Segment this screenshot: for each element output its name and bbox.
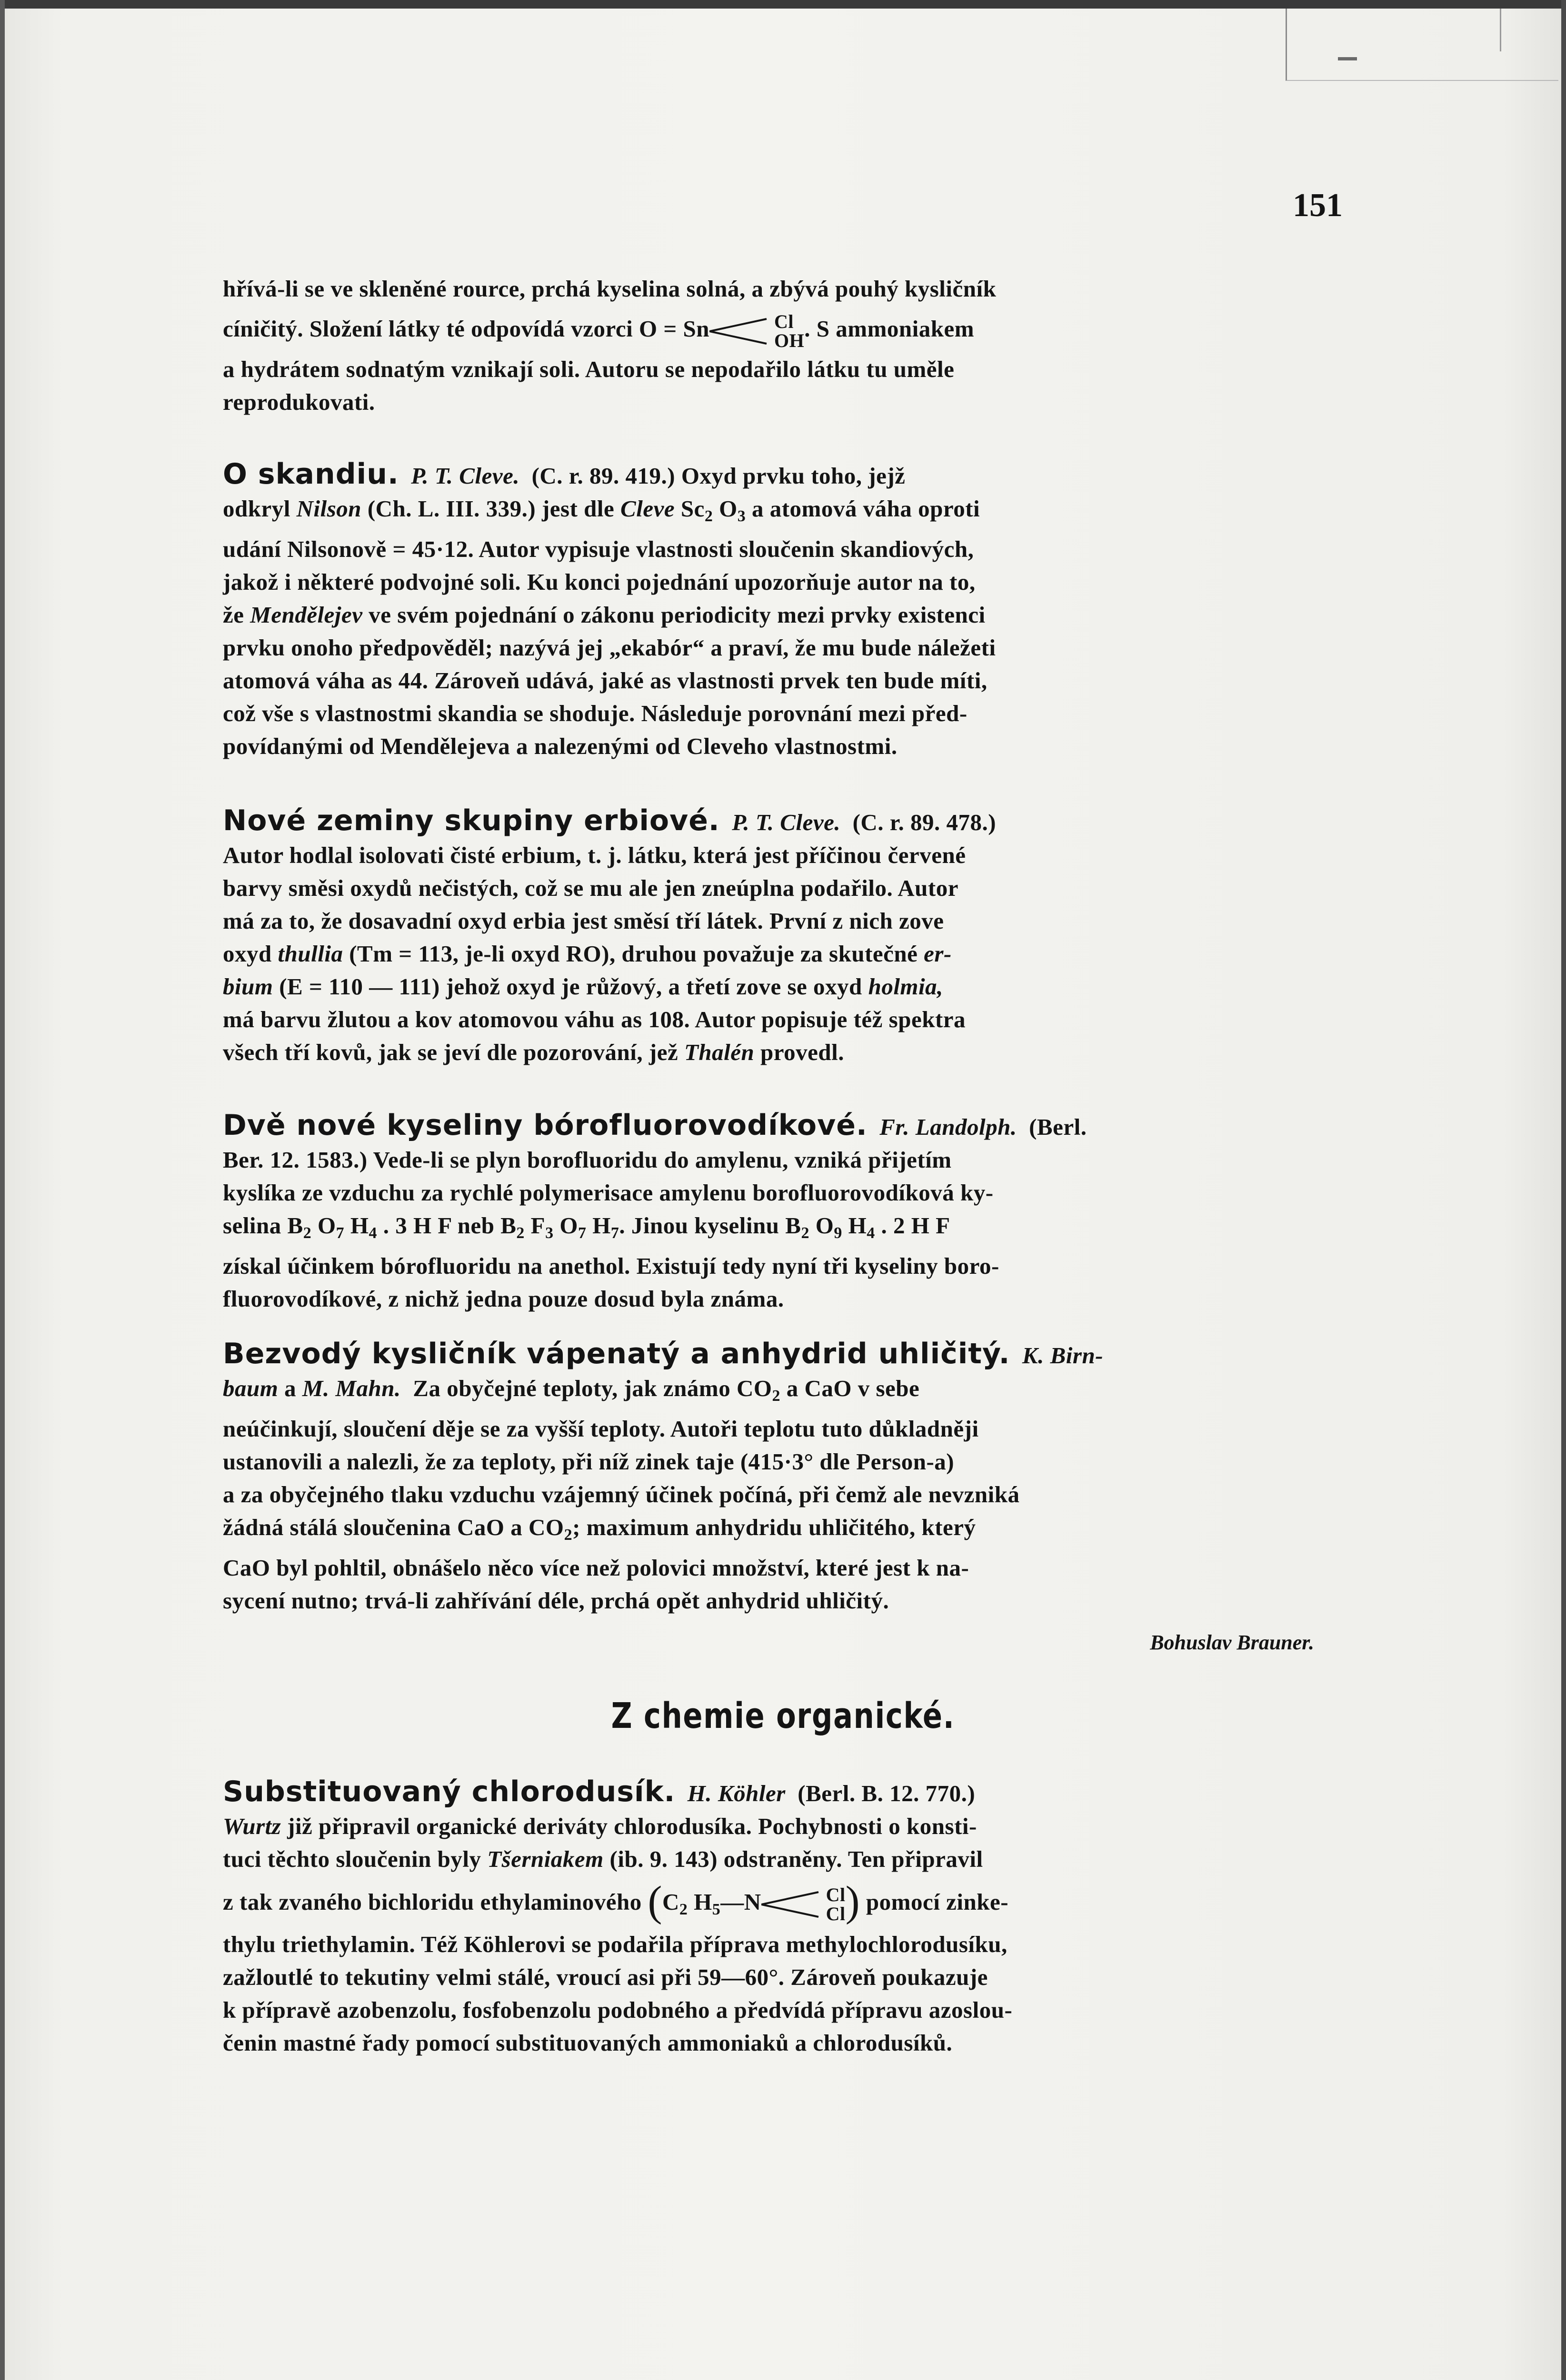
formula: O — [809, 1212, 834, 1239]
subscript: 2 — [564, 1526, 573, 1544]
article-reference: (C. r. 89. 419.) Oxyd prvku toho, jejž — [531, 463, 906, 489]
article-heading-line — [223, 804, 1342, 839]
subscript: 4 — [369, 1224, 377, 1242]
article-heading: Bezvodý kysličník vápenatý a anhydrid uhličitý. — [223, 1337, 1010, 1370]
paren: ) — [845, 1878, 860, 1925]
element-name: bium — [223, 973, 273, 1000]
text-line — [223, 1511, 1342, 1551]
text-line-formula — [223, 1875, 1342, 1928]
text-line: kyslíka ze vzduchu za rychlé polymerisace amylenu borofluorovodíková ky- — [223, 1180, 994, 1206]
formula-stack — [774, 312, 804, 350]
formula: H — [586, 1212, 611, 1239]
subscript: 3 — [545, 1224, 554, 1242]
section-title: Z chemie organické. — [611, 1696, 955, 1736]
person-name: Cleve — [620, 496, 675, 522]
scan-dash-mark — [1338, 57, 1357, 60]
text-line: reprodukovati. — [223, 389, 375, 415]
formula: . 3 H F neb B — [377, 1212, 517, 1239]
scan-edge-right — [1561, 0, 1566, 2380]
formula: H — [842, 1212, 867, 1239]
person-name: Nilson — [296, 496, 362, 522]
formula: O — [553, 1212, 578, 1239]
text-segment: tuci těchto sloučenin byly — [223, 1846, 481, 1872]
text-line: získal účinkem bórofluoridu na anethol. Existují tedy nyní tři kyseliny boro- — [223, 1253, 999, 1279]
element-name: er- — [924, 941, 952, 967]
text-segment: (ib. 9. 143) odstraněny. Ten připravil — [609, 1846, 983, 1872]
article-author: Fr. Landolph. — [879, 1114, 1017, 1140]
text-segment: . Jinou kyselinu B — [619, 1212, 801, 1239]
bond-fork-icon — [761, 1890, 823, 1919]
text-line — [223, 1372, 1342, 1412]
text-line: a za obyčejného tlaku vzduchu vzájemný účinek počíná, při čemž ale nevzniká — [223, 1481, 1020, 1507]
text-line: má za to, že dosavadní oxyd erbia jest směsí tří látek. První z nich zove — [223, 908, 944, 934]
formula: Sc — [680, 496, 705, 522]
article-chlorodusik — [223, 1775, 1342, 2059]
formula-bottom: OH — [774, 329, 805, 351]
article-author: H. Köhler — [687, 1780, 786, 1806]
article-reference: (Berl. — [1029, 1114, 1087, 1140]
formula: H — [688, 1889, 712, 1915]
element-name: thullia — [278, 941, 343, 967]
subscript: 9 — [834, 1224, 842, 1242]
text-segment: odkryl — [223, 496, 290, 522]
text-segment: již připravil organické deriváty chlorodusíka. Pochybnosti o konsti- — [287, 1813, 977, 1839]
text-line: fluorovodíkové, z nichž jedna pouze dosud byla známa. — [223, 1286, 784, 1312]
text-segment: Za obyčejné teploty, jak známo CO — [413, 1375, 772, 1401]
article-heading-line — [223, 1775, 1342, 1810]
text-line: má barvu žlutou a kov atomovou váhu as 108. Autor popisuje též spektra — [223, 1006, 966, 1032]
text-line: atomová váha as 44. Zároveň udává, jaké as vlastnosti prvek ten bude míti, — [223, 667, 987, 694]
formula-stack — [826, 1885, 846, 1924]
text-line — [223, 598, 1342, 631]
text-line — [223, 492, 1342, 533]
page-number: 151 — [1293, 187, 1343, 224]
text-line: ustanovili a nalezli, že za teploty, při níž zinek taje (415·3° dle Person-a) — [223, 1448, 955, 1475]
article-heading: Substituovaný chlorodusík. — [223, 1775, 676, 1808]
element-name: holmia, — [868, 973, 943, 1000]
article-scandium — [223, 458, 1342, 763]
subscript: 7 — [336, 1224, 345, 1242]
subscript: 2 — [679, 1901, 688, 1918]
text-line: udání Nilsonově = 45·12. Autor vypisuje vlastnosti sloučenin skandiových, — [223, 536, 974, 562]
article-author: P. T. Cleve. — [411, 463, 520, 489]
person-name: Mendělejev — [250, 602, 363, 628]
paren: ( — [648, 1878, 663, 1925]
formula-bottom: Cl — [826, 1903, 846, 1924]
article-calcium-oxide — [223, 1338, 1342, 1617]
text-segment: (Ch. L. III. 339.) jest dle — [367, 496, 615, 522]
article-heading: O skandiu. — [223, 457, 399, 491]
formula: H — [344, 1212, 369, 1239]
article-author: P. T. Cleve. — [732, 809, 841, 835]
article-reference: (Berl. B. 12. 770.) — [798, 1780, 976, 1806]
text-line: sycení nutno; trvá-li zahřívání déle, prchá opět anhydrid uhličitý. — [223, 1587, 889, 1614]
person-name: Tšerniakem — [487, 1846, 604, 1872]
person-name: Wurtz — [223, 1813, 281, 1839]
formula: C — [662, 1889, 679, 1915]
text-line: čenin mastné řady pomocí substituovaných ammoniaků a chlorodusíků. — [223, 2030, 953, 2056]
bond-fork-icon — [709, 317, 771, 346]
author-signature: Bohuslav Brauner. — [1150, 1631, 1314, 1654]
subscript: 2 — [516, 1224, 525, 1242]
text-segment: provedl. — [760, 1039, 845, 1065]
person-name: baum — [223, 1375, 279, 1401]
formula: O — [311, 1212, 336, 1239]
text-line: Ber. 12. 1583.) Vede-li se plyn borofluoridu do amylenu, vzniká přijetím — [223, 1147, 952, 1173]
text-segment: z tak zvaného bichloridu ethylaminového — [223, 1889, 642, 1915]
scan-corner-mark-inner — [1500, 9, 1544, 51]
formula-top: Cl — [826, 1884, 846, 1905]
text-line — [223, 937, 1342, 970]
article-heading: Dvě nové kyseliny bórofluorovodíkové. — [223, 1109, 868, 1142]
subscript: 2 — [801, 1224, 809, 1242]
formula: O — [713, 496, 738, 522]
text-segment: a — [284, 1375, 297, 1401]
person-name: M. Mahn. — [302, 1375, 401, 1401]
text-segment: cíničitý. Složení látky té odpovídá vzorci O = Sn — [223, 316, 710, 342]
text-line — [223, 1810, 1342, 1843]
text-segment: žádná stálá sloučenina CaO a CO — [223, 1514, 564, 1540]
text-line: povídanými od Mendělejeva a nalezenými od Cleveho vlastnostmi. — [223, 733, 898, 759]
subscript: 7 — [610, 1224, 619, 1242]
article-heading-line — [223, 458, 1342, 492]
text-line: hřívá-li se ve skleněné rource, prchá kyselina solná, a zbývá pouhý kysličník — [223, 276, 997, 302]
formula: . 2 H F — [875, 1212, 950, 1239]
text-segment: ; maximum anhydridu uhličitého, který — [572, 1514, 976, 1540]
text-line — [223, 1036, 1342, 1069]
article-heading-line — [223, 1109, 1342, 1143]
text-segment: (Tm = 113, je-li oxyd RO), druhou považuje za skutečné — [349, 941, 918, 967]
formula: —N — [720, 1889, 761, 1915]
text-segment: oxyd — [223, 941, 272, 967]
text-segment: že — [223, 602, 244, 628]
person-name: Thalén — [684, 1039, 755, 1065]
article-reference: (C. r. 89. 478.) — [852, 809, 997, 835]
text-line-formula — [223, 305, 1342, 353]
text-segment: a CaO v sebe — [780, 1375, 920, 1401]
text-line: neúčinkují, sloučení děje se za vyšší teploty. Autoři teplotu tuto důkladněji — [223, 1416, 979, 1442]
text-segment: všech tří kovů, jak se jeví dle pozorování, jež — [223, 1039, 678, 1065]
article-heading: Nové zeminy skupiny erbiové. — [223, 804, 720, 837]
formula: selina B — [223, 1212, 303, 1239]
subscript: 3 — [737, 507, 746, 525]
paragraph-continuation — [223, 272, 1342, 418]
scan-edge-left — [0, 0, 5, 2380]
text-segment: a atomová váha oproti — [746, 496, 980, 522]
text-line: a hydrátem sodnatým vznikají soli. Autoru se nepodařilo látku tu uměle — [223, 356, 955, 382]
text-line: jakož i některé podvojné soli. Ku konci pojednání upozorňuje autor na to, — [223, 569, 976, 595]
text-line: prvku onoho předpověděl; nazývá jej „ekabór“ a praví, že mu bude náležeti — [223, 635, 996, 661]
formula: F — [524, 1212, 546, 1239]
article-heading-line — [223, 1338, 1342, 1372]
text-line: Autor hodlal isolovati čisté erbium, t. j. látku, která jest příčinou červené — [223, 842, 966, 868]
article-borofluoric — [223, 1109, 1342, 1315]
text-line — [223, 1843, 1342, 1875]
subscript: 4 — [867, 1224, 875, 1242]
formula-top: Cl — [774, 310, 794, 332]
scan-edge-top — [0, 0, 1566, 9]
text-line: CaO byl pohltil, obnášelo něco více než polovici množství, které jest k na- — [223, 1555, 969, 1581]
text-line: k přípravě azobenzolu, fosfobenzolu podobného a předvídá přípravu azoslou- — [223, 1997, 1013, 2023]
text-line-formula — [223, 1209, 1342, 1250]
subscript: 7 — [578, 1224, 587, 1242]
text-line: thylu triethylamin. Též Köhlerovi se podařila příprava methylochlorodusíku, — [223, 1931, 1007, 1957]
text-segment: . S ammoniakem — [804, 316, 975, 342]
text-segment: ve svém pojednání o zákonu periodicity mezi prvky existenci — [369, 602, 986, 628]
text-line — [223, 970, 1342, 1003]
text-segment: pomocí zinke- — [866, 1889, 1009, 1915]
subscript: 2 — [704, 507, 713, 525]
text-line: což vše s vlastnostmi skandia se shoduje. Následuje porovnání mezi před- — [223, 700, 968, 726]
subscript: 2 — [772, 1387, 780, 1405]
subscript: 2 — [303, 1224, 312, 1242]
text-line: zažloutlé to tekutiny velmi stálé, vroucí asi při 59—60°. Zároveň poukazuje — [223, 1964, 988, 1990]
text-segment: (E = 110 — 111) jehož oxyd je růžový, a třetí zove se oxyd — [279, 973, 862, 1000]
article-erbium — [223, 804, 1342, 1069]
article-author: K. Birn- — [1022, 1342, 1104, 1368]
text-line: barvy směsi oxydů nečistých, což se mu ale jen zneúplna podařilo. Autor — [223, 875, 958, 901]
subscript: 5 — [712, 1901, 721, 1918]
